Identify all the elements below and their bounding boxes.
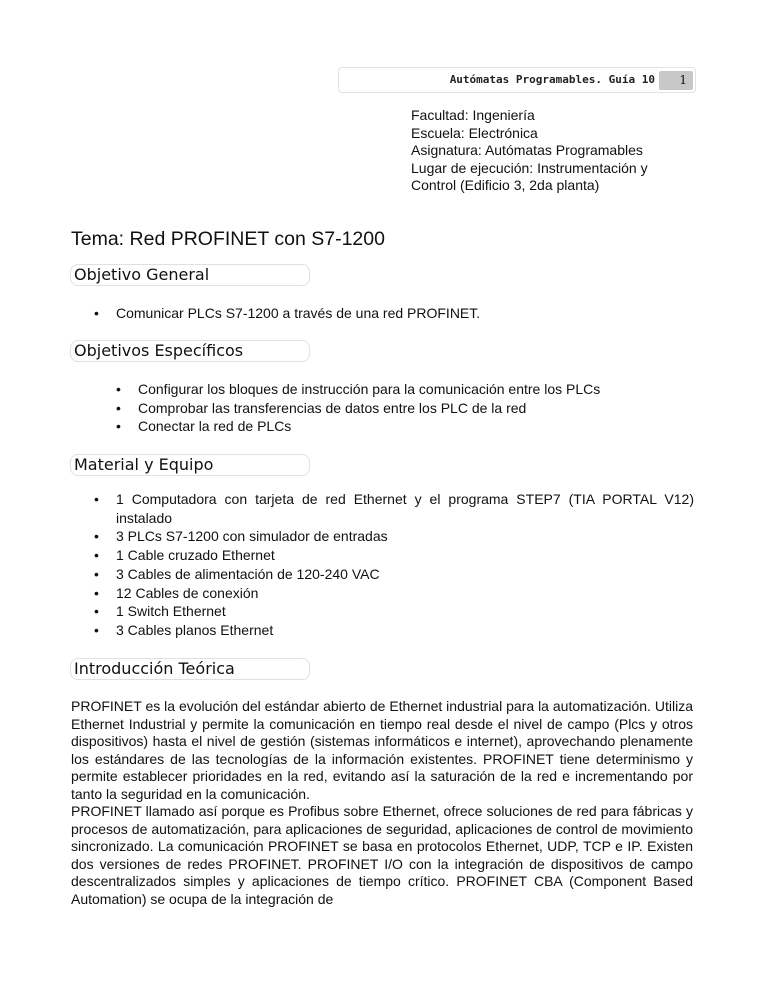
intro-text — [71, 698, 693, 908]
material-list — [94, 490, 694, 640]
list-item: • 1 Switch Ethernet — [94, 602, 694, 621]
faculty-info — [411, 107, 701, 195]
list-item-text: • 1 Computadora con tarjeta de red Ethernet y el programa STEP7 (TIA PORTAL V12) instalado — [116, 491, 694, 526]
page-title: Tema: Red PROFINET con S7-1200 — [71, 228, 385, 250]
list-item: • Comunicar PLCs S7-1200 a través de una red PROFINET. — [94, 304, 694, 323]
page-number: 1 — [659, 71, 693, 90]
list-item: • Comprobar las transferencias de datos entre los PLC de la red — [116, 399, 696, 418]
location-line: Lugar de ejecución: Instrumentación y — [411, 159, 648, 176]
list-item: • 1 Cable cruzado Ethernet — [94, 546, 694, 565]
school-line: Escuela: Electrónica — [411, 124, 538, 141]
list-item: • 3 Cables de alimentación de 120-240 VAC — [94, 565, 694, 584]
section-heading-specific: Objetivos Específicos — [70, 340, 310, 362]
paragraph: PROFINET llamado así porque es Profibus sobre Ethernet, ofrece soluciones de red para fábricas y procesos de automatización, para aplicaciones de seguridad, aplicaciones de control de movimiento sincronizado. La comunicación PROFINET se basa en protocolos Ethernet, UDP, TCP e IP. Existen dos versiones de redes PROFINET. PROFINET I/O con la integración de dispositivos de campo descentralizados simples y aplicaciones de tiempo crítico. PROFINET CBA (Component Based Automation) se ocupa de la integración de — [71, 803, 693, 907]
header-title: Autómatas Programables. Guía 10 — [449, 73, 655, 86]
list-item: • 3 PLCs S7-1200 con simulador de entradas — [94, 527, 694, 546]
specific-objectives-list — [116, 380, 696, 436]
subject-line: Asignatura: Autómatas Programables — [411, 142, 643, 158]
page-header — [338, 67, 696, 93]
general-objectives-list — [94, 304, 694, 323]
list-item: • Conectar la red de PLCs — [116, 417, 696, 436]
list-item — [94, 490, 694, 527]
list-item: • Configurar los bloques de instrucción para la comunicación entre los PLCs — [116, 380, 696, 399]
faculty-line: Facultad: Ingeniería — [411, 107, 535, 123]
list-item: • 3 Cables planos Ethernet — [94, 621, 694, 640]
section-heading-general: Objetivo General — [70, 264, 310, 286]
paragraph: PROFINET es la evolución del estándar abierto de Ethernet industrial para la automatización. Utiliza Ethernet Industrial y permite la comunicación en tiempo real desde el nivel de campo (Plcs y otros dispositivos) hasta el nivel de gestión (sistemas informáticos e internet), aprovechando plenamente los estándares de las tecnologías de la información existentes. PROFINET tiene determinismo y permite establecer prioridades en la red, evitando así la saturación de la red e incrementando por tanto la seguridad en la comunicación. — [71, 698, 693, 802]
list-item: • 12 Cables de conexión — [94, 584, 694, 603]
location-line-2: Control (Edificio 3, 2da planta) — [411, 177, 600, 193]
section-heading-material: Material y Equipo — [70, 454, 310, 476]
section-heading-intro: Introducción Teórica — [70, 658, 310, 680]
